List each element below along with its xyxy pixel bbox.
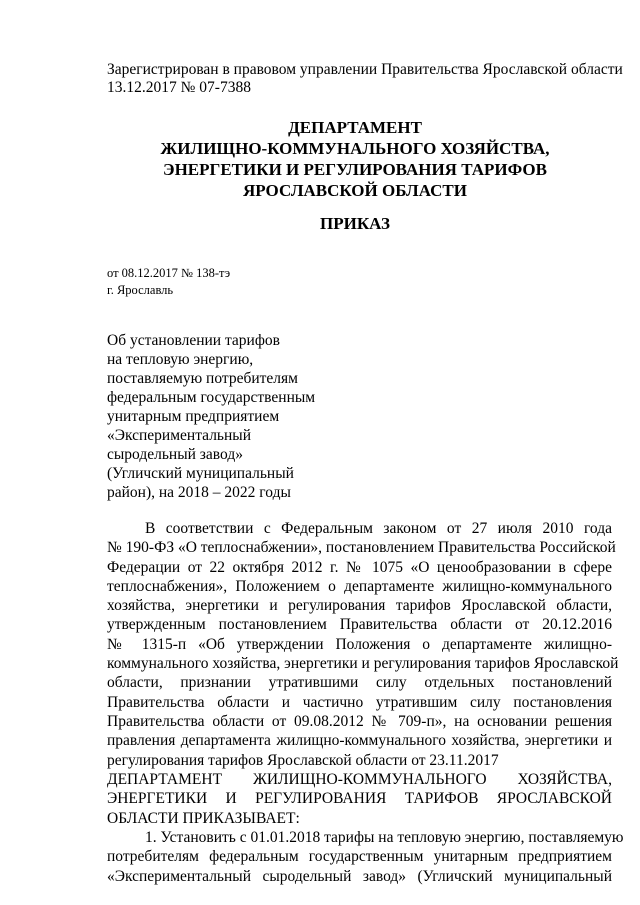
order-city: г. Ярославль: [107, 283, 174, 297]
item-1-line: 1. Установить с 01.01.2018 тарифы на тепловую энергию, поставляемую: [145, 829, 624, 846]
subject-line-5: унитарным предприятием: [107, 408, 280, 425]
preamble-line: коммунального хозяйства, энергетики и регулирования тарифов Ярославской: [107, 655, 619, 673]
order-date-number: от 08.12.2017 № 138-тэ: [107, 266, 231, 280]
subject-line-2: на тепловую энергию,: [107, 351, 254, 368]
department-title-line-1: ДЕПАРТАМЕНТ: [288, 118, 422, 137]
item-1-paragraph: [107, 828, 624, 886]
subject-line-7: сыродельный завод»: [107, 446, 243, 463]
item-1-line: «Экспериментальный сыродельный завод» (Угличский муниципальный: [107, 867, 612, 885]
preamble-line: области, признании утратившими силу отдельных постановлений: [107, 674, 612, 692]
decree-line: ЭНЕРГЕТИКИ И РЕГУЛИРОВАНИЯ ТАРИФОВ ЯРОСЛАВСКОЙ: [107, 790, 612, 808]
preamble-paragraph: [107, 519, 619, 770]
preamble-line: № 190-ФЗ «О теплоснабжении», постановлением Правительства Российской: [107, 539, 616, 557]
preamble-line: регулирования тарифов Ярославской области от 23.11.2017: [107, 751, 499, 769]
decree-paragraph: [107, 770, 612, 828]
preamble-line: Федерации от 22 октября 2012 г. № 1075 «О ценообразовании в сфере: [107, 558, 612, 576]
preamble-line: Правительства области и частично утратившим силу постановления: [107, 693, 612, 711]
department-title-line-4: ЯРОСЛАВСКОЙ ОБЛАСТИ: [243, 181, 467, 200]
registration-line-2: 13.12.2017 № 07-7388: [107, 79, 251, 96]
registration-line-1: Зарегистрирован в правовом управлении Правительства Ярославской области: [107, 61, 623, 78]
subject-line-6: «Экспериментальный: [107, 427, 251, 444]
preamble-line: Правительства области от 09.08.2012 № 709-п», на основании решения: [107, 712, 612, 730]
preamble-line: хозяйства, энергетики и регулирования тарифов Ярославской области,: [107, 597, 612, 615]
subject-line-8: (Угличский муниципальный: [107, 465, 294, 482]
subject-line-4: федеральным государственным: [107, 389, 316, 406]
decree-line: ОБЛАСТИ ПРИКАЗЫВАЕТ:: [107, 809, 300, 827]
subject-line-3: поставляемую потребителям: [107, 370, 298, 387]
item-1-line: потребителям федеральным государственным унитарным предприятием: [107, 848, 612, 866]
decree-line: ДЕПАРТАМЕНТ ЖИЛИЩНО-КОММУНАЛЬНОГО ХОЗЯЙСТВА,: [107, 771, 612, 788]
department-title-line-3: ЭНЕРГЕТИКИ И РЕГУЛИРОВАНИЯ ТАРИФОВ: [163, 160, 547, 179]
subject-line-9: район), на 2018 – 2022 годы: [107, 484, 291, 501]
department-title-line-2: ЖИЛИЩНО-КОММУНАЛЬНОГО ХОЗЯЙСТВА,: [160, 139, 550, 158]
preamble-line: В соответствии с Федеральным законом от 27 июля 2010 года: [145, 520, 612, 537]
preamble-line: утвержденным постановлением Правительства области от 20.12.2016: [107, 616, 612, 634]
preamble-line: № 1315-п «Об утверждении Положения о департаменте жилищно-: [107, 635, 612, 653]
preamble-line: теплоснабжения», Положением о департаменте жилищно-коммунального: [107, 577, 612, 595]
subject-line-1: Об установлении тарифов: [107, 332, 280, 349]
preamble-line: правления департамента жилищно-коммунального хозяйства, энергетики и: [107, 732, 612, 750]
order-title: ПРИКАЗ: [320, 214, 390, 233]
